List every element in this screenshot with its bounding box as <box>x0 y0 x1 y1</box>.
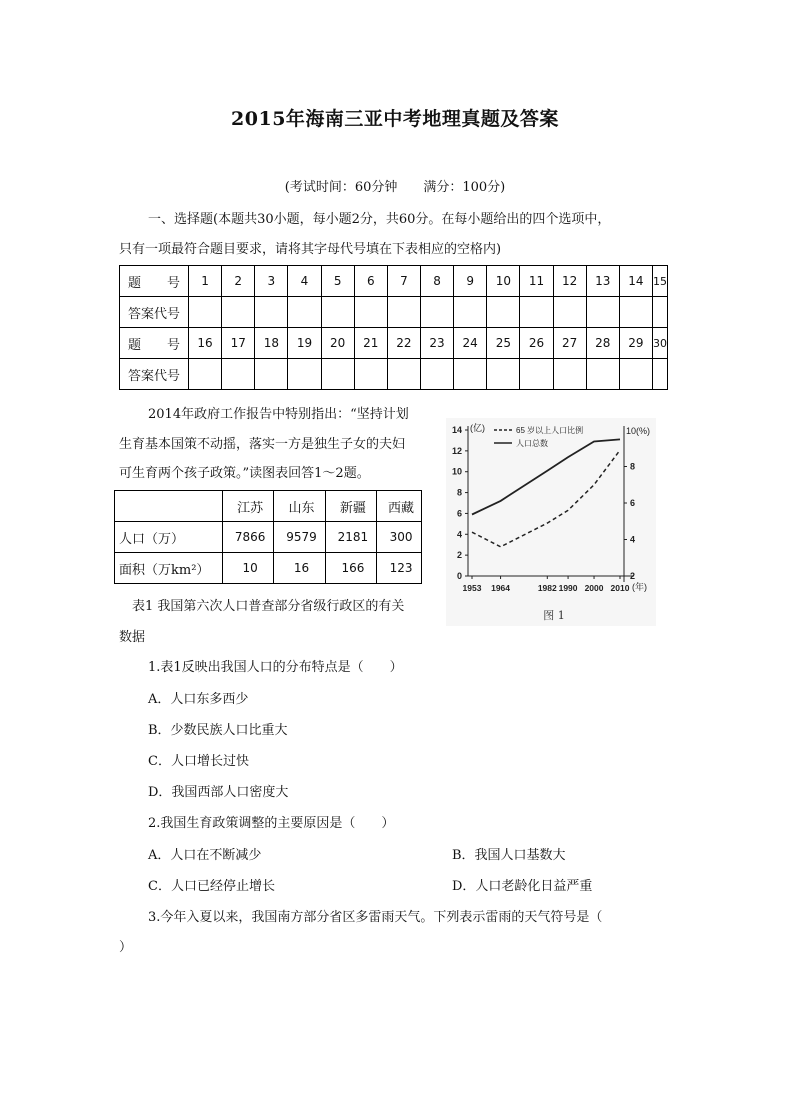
right-tick-label: 2 <box>630 571 636 581</box>
answer-cell[interactable] <box>288 359 321 390</box>
answer-table-row-answers-1 <box>120 297 668 328</box>
question-number: 6 <box>354 266 387 297</box>
question-number: 21 <box>354 328 387 359</box>
question-number: 22 <box>387 328 420 359</box>
question-number: 9 <box>454 266 487 297</box>
question-number: 16 <box>189 328 222 359</box>
population-value: 7866 <box>223 522 274 553</box>
answer-code-label: 答案代号 <box>120 297 189 328</box>
answer-cell[interactable] <box>354 359 387 390</box>
answer-cell[interactable] <box>520 359 553 390</box>
question-number: 27 <box>553 328 586 359</box>
population-value: 9579 <box>274 522 325 553</box>
question-number-label: 题 号 <box>120 328 189 359</box>
population-chart-svg <box>446 418 656 626</box>
answer-cell[interactable] <box>321 359 354 390</box>
left-tick-label: 0 <box>456 571 462 581</box>
answer-cell[interactable] <box>222 297 255 328</box>
x-tick-label: 1982 <box>537 583 557 593</box>
question-number: 30 <box>653 328 668 359</box>
question-1-option-b[interactable]: B．少数民族人口比重大 <box>148 723 288 738</box>
answer-cell[interactable] <box>420 297 453 328</box>
answer-table <box>119 265 668 390</box>
answer-table-row-numbers-2 <box>120 328 668 359</box>
x-tick-label: 2000 <box>584 583 604 593</box>
intro-line-3: 可生育两个孩子政策。”读图表回答1～2题。 <box>119 466 370 481</box>
question-2-option-a[interactable]: A．人口在不断减少 <box>148 848 262 863</box>
question-1-option-d[interactable]: D．我国西部人口密度大 <box>148 785 289 800</box>
right-tick-label: 8 <box>630 461 636 472</box>
left-tick-label: 6 <box>456 508 462 519</box>
question-number: 29 <box>619 328 652 359</box>
population-row <box>115 522 422 553</box>
question-number: 3 <box>255 266 288 297</box>
total-population-line <box>472 439 620 514</box>
intro-line-1: 2014年政府工作报告中特别指出：“坚持计划 <box>148 407 409 422</box>
intro-line-2: 生育基本国策不动摇，落实一方是独生子女的夫妇 <box>119 437 406 452</box>
answer-cell[interactable] <box>288 297 321 328</box>
question-number: 14 <box>619 266 652 297</box>
question-number: 7 <box>387 266 420 297</box>
left-tick-label: 8 <box>456 487 462 498</box>
answer-cell[interactable] <box>553 359 586 390</box>
answer-cell[interactable] <box>454 359 487 390</box>
left-tick-label: 12 <box>451 445 462 456</box>
question-3-line-2: ） <box>119 940 133 955</box>
question-2: 2.我国生育政策调整的主要原因是（ ） <box>148 816 395 831</box>
question-number: 10 <box>487 266 520 297</box>
x-axis-unit: (年) <box>632 582 647 592</box>
question-number: 4 <box>288 266 321 297</box>
question-number: 19 <box>288 328 321 359</box>
x-tick-label: 2010 <box>610 583 630 593</box>
question-number: 15 <box>653 266 668 297</box>
section-instruction-1: 一、选择题(本题共30小题，每小题2分，共60分。在每小题给出的四个选项中， <box>148 212 611 227</box>
answer-cell[interactable] <box>454 297 487 328</box>
left-tick-label: 14 <box>451 425 462 435</box>
answer-cell[interactable] <box>189 297 222 328</box>
table-caption-line-2: 数据 <box>119 630 146 645</box>
chart-caption: 图 1 <box>543 609 565 622</box>
question-number: 1 <box>189 266 222 297</box>
question-number: 11 <box>520 266 553 297</box>
answer-cell[interactable] <box>387 297 420 328</box>
area-value: 166 <box>325 553 376 584</box>
left-tick-label: 2 <box>456 550 462 561</box>
question-number-label: 题 号 <box>120 266 189 297</box>
answer-cell[interactable] <box>619 297 652 328</box>
elderly-ratio-line <box>472 450 620 547</box>
legend-solid-label: 人口总数 <box>516 439 548 448</box>
answer-cell[interactable] <box>321 297 354 328</box>
answer-cell[interactable] <box>189 359 222 390</box>
question-1: 1.表1反映出我国人口的分布特点是（ ） <box>148 660 403 675</box>
answer-table-row-answers-2 <box>120 359 668 390</box>
exam-info: (考试时间：60分钟 满分：100分) <box>284 180 506 195</box>
left-tick-label: 4 <box>456 529 462 540</box>
question-number: 8 <box>420 266 453 297</box>
answer-cell[interactable] <box>255 297 288 328</box>
question-number: 12 <box>553 266 586 297</box>
population-label: 人口（万） <box>115 522 223 553</box>
question-2-option-d[interactable]: D．人口老龄化日益严重 <box>452 879 593 894</box>
question-number: 18 <box>255 328 288 359</box>
question-number: 5 <box>321 266 354 297</box>
right-axis-unit: 10(%) <box>626 426 651 436</box>
area-label: 面积（万km²） <box>115 553 223 584</box>
x-tick-label: 1953 <box>462 583 482 593</box>
area-value: 123 <box>377 553 422 584</box>
question-3-line-1: 3.今年入夏以来，我国南方部分省区多雷雨天气。下列表示雷雨的天气符号是（ <box>148 910 603 925</box>
answer-cell[interactable] <box>487 297 520 328</box>
header-xinjiang: 新疆 <box>325 491 376 522</box>
right-tick-label: 4 <box>630 534 636 545</box>
province-table <box>114 490 422 584</box>
answer-cell[interactable] <box>420 359 453 390</box>
header-tibet: 西藏 <box>377 491 422 522</box>
left-axis-unit: (亿) <box>470 423 485 433</box>
section-instruction-2: 只有一项最符合题目要求，请将其字母代号填在下表相应的空格内) <box>119 242 502 257</box>
answer-cell[interactable] <box>586 359 619 390</box>
answer-cell[interactable] <box>354 297 387 328</box>
table-caption-line-1: 表1 我国第六次人口普查部分省级行政区的有关 <box>132 599 405 614</box>
area-row <box>115 553 422 584</box>
question-number: 17 <box>222 328 255 359</box>
answer-cell[interactable] <box>487 359 520 390</box>
page-title: 2015年海南三亚中考地理真题及答案 <box>231 108 559 130</box>
header-blank <box>115 491 223 522</box>
question-number: 23 <box>420 328 453 359</box>
answer-cell[interactable] <box>653 359 668 390</box>
answer-cell[interactable] <box>653 297 668 328</box>
answer-cell[interactable] <box>586 297 619 328</box>
area-value: 10 <box>223 553 274 584</box>
answer-cell[interactable] <box>520 297 553 328</box>
answer-cell[interactable] <box>255 359 288 390</box>
population-value: 2181 <box>325 522 376 553</box>
question-number: 24 <box>454 328 487 359</box>
question-number: 2 <box>222 266 255 297</box>
legend-dashed-label: 65 岁以上人口比例 <box>516 426 584 435</box>
answer-cell[interactable] <box>387 359 420 390</box>
header-shandong: 山东 <box>274 491 325 522</box>
x-tick-label: 1964 <box>491 583 511 593</box>
answer-cell[interactable] <box>222 359 255 390</box>
question-2-option-c[interactable]: C．人口已经停止增长 <box>148 879 275 894</box>
area-value: 16 <box>274 553 325 584</box>
population-value: 300 <box>377 522 422 553</box>
header-jiangsu: 江苏 <box>223 491 274 522</box>
question-number: 28 <box>586 328 619 359</box>
x-tick-label: 1990 <box>558 583 578 593</box>
question-1-option-c[interactable]: C．人口增长过快 <box>148 754 249 769</box>
question-1-option-a[interactable]: A．人口东多西少 <box>148 692 249 707</box>
right-tick-label: 6 <box>630 498 636 508</box>
answer-cell[interactable] <box>553 297 586 328</box>
province-table-header <box>115 491 422 522</box>
answer-table-row-numbers-1 <box>120 266 668 297</box>
question-number: 26 <box>520 328 553 359</box>
population-chart <box>446 418 656 626</box>
question-number: 13 <box>586 266 619 297</box>
answer-cell[interactable] <box>619 359 652 390</box>
left-tick-label: 10 <box>451 466 462 477</box>
question-2-option-b[interactable]: B．我国人口基数大 <box>452 848 566 863</box>
question-number: 25 <box>487 328 520 359</box>
question-number: 20 <box>321 328 354 359</box>
answer-code-label: 答案代号 <box>120 359 189 390</box>
